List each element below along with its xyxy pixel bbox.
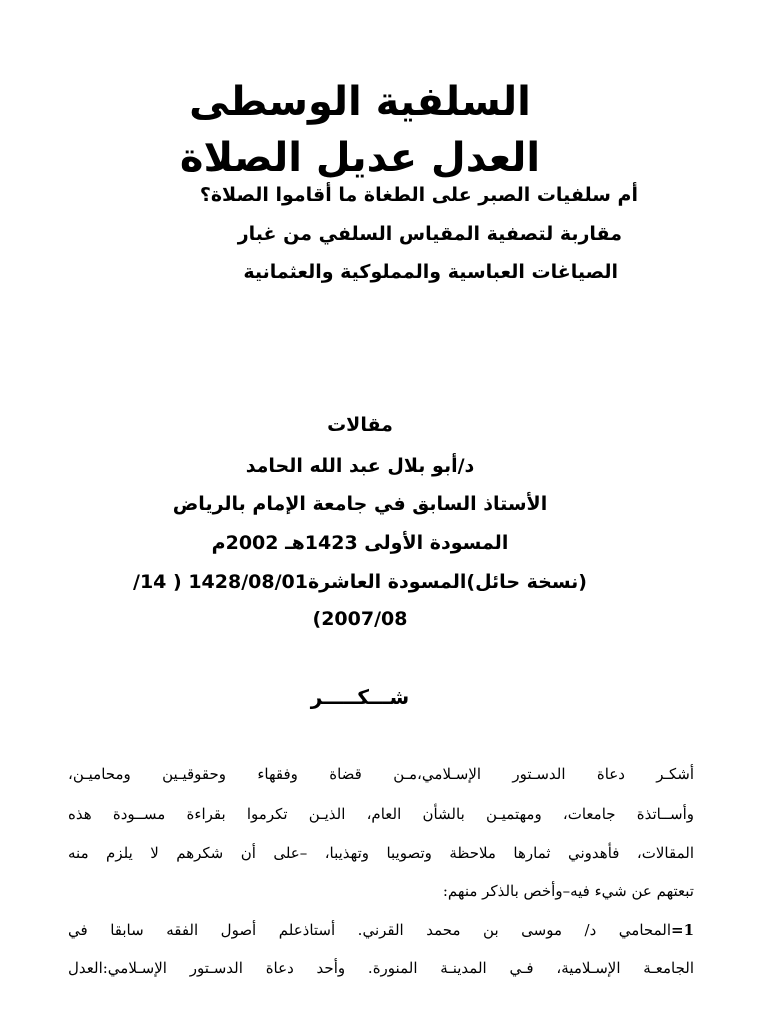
author-name: د/أبو بلال عبد الله الحامد	[245, 455, 475, 477]
list-item-1-line-2: الجامعـة الإسـلامية، فـي المدينـة المنورة. وأحد دعاة الدسـتور الإسـلامي:العدل	[68, 959, 694, 977]
document-title-line-2: العدل عديل الصلاة	[179, 135, 541, 181]
subtitle-line-1: أم سلفيات الصبر على الطغاة ما أقاموا الصلاة؟	[199, 184, 638, 206]
tenth-draft-date-line-2: 2007/08)	[312, 608, 408, 630]
list-item-1-line-1	[68, 920, 694, 940]
list-item-1-number: 1=	[670, 921, 694, 939]
author-position: الأستاذ السابق في جامعة الإمام بالرياض	[172, 493, 548, 515]
body-line-2: وأســاتذة جامعات، ومهتميـن بالشأن العام، الذيـن تكرموا بقراءة مســودة هذه	[68, 805, 694, 823]
subtitle-line-2: مقاربة لتصفية المقياس السلفي من غبار	[237, 223, 622, 245]
subtitle-line-3: الصياغات العباسية والمملوكية والعثمانية	[243, 261, 618, 283]
body-line-4: تبعتهم عن شيء فيه–وأخص بالذكر منهم:	[442, 882, 694, 900]
genre-label: مقالات	[327, 414, 393, 436]
body-line-1: أشكـر دعاة الدسـتور الإسـلامي،مـن قضاة وفقهاء وحقوقيـين ومحاميـن،	[68, 765, 694, 783]
document-title-line-1: السلفية الوسطى	[189, 79, 531, 125]
body-line-3: المقالات، فأهدوني ثمارها ملاحظة وتصويبا وتهذيبا، –على أن شكرهم لا يلزم منه	[68, 844, 694, 862]
thanks-heading: شـــكـــــر	[310, 685, 410, 709]
list-item-1-text: المحامي د/ موسى بن محمد القرني. أستاذعلم أصول الفقه سابقا في	[68, 921, 671, 939]
first-draft-date: المسودة الأولى 1423هـ 2002م	[211, 532, 509, 554]
tenth-draft-date-line-1: (نسخة حائل)المسودة العاشرة1428/08/01 ( 14/	[133, 571, 587, 593]
